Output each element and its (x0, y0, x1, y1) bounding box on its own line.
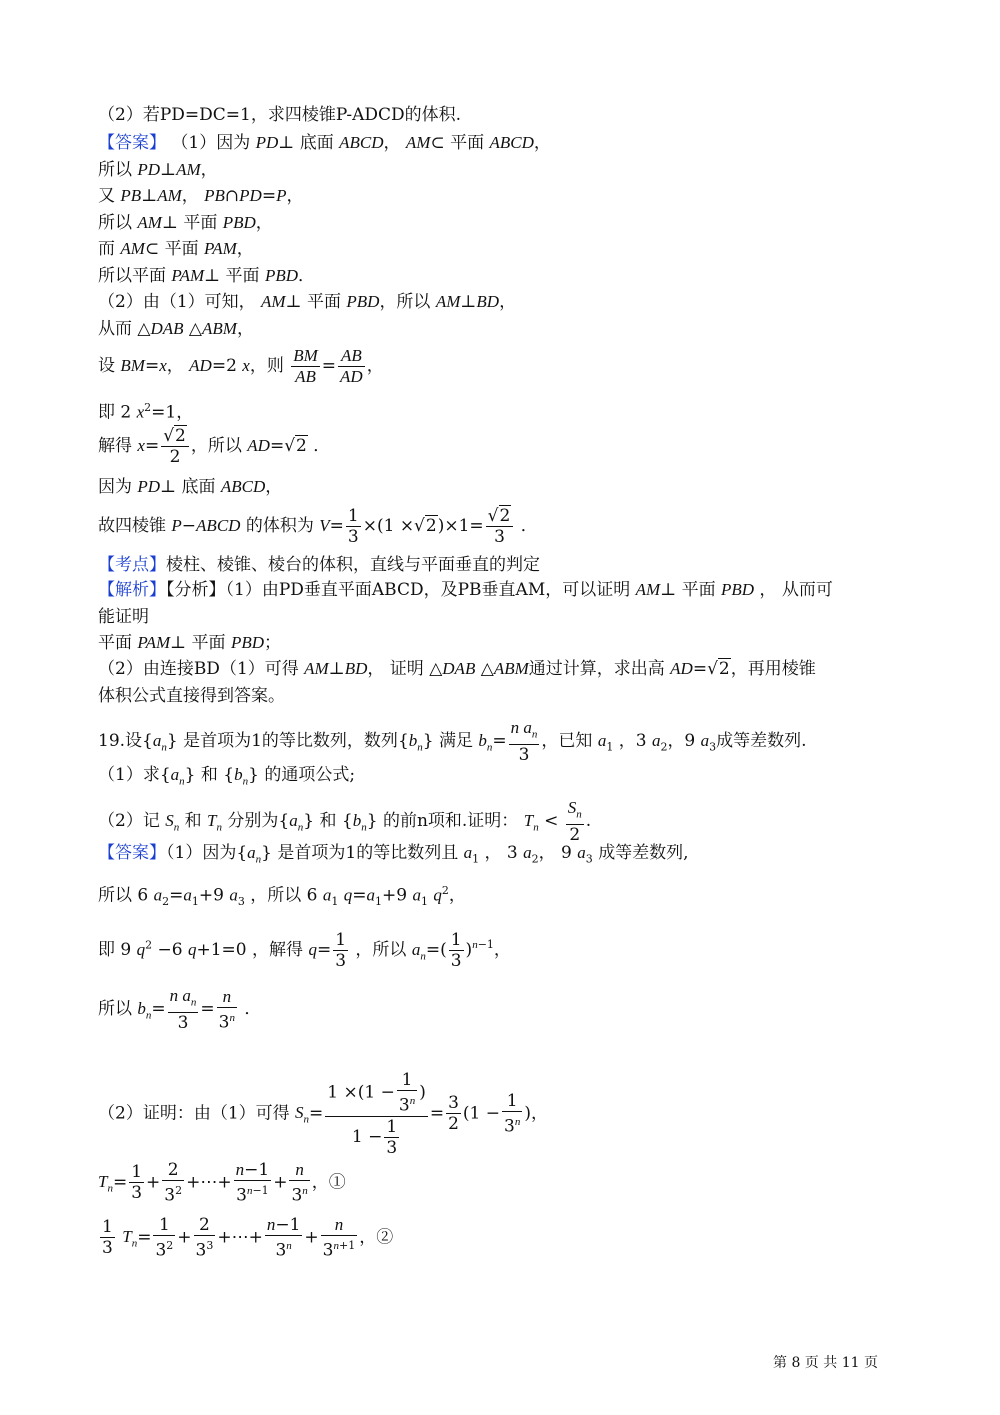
answer-line-7: （2）由（1）可知， AM⊥ 平面 PBD，所以 AM⊥BD， (98, 292, 517, 312)
answer-line-10: 即 2 $x^2=1$， (98, 401, 194, 423)
jiexi-line-5: 体积公式直接得到答案。 (98, 686, 285, 706)
ans19-line-1: 【答案】（1）因为$\{a_n\}$ 是首项为1的等比数列且 $a_1$ ， 3 $a_2$， 9 $a_3$ 成等差数列, (98, 843, 689, 866)
answer-tag: 【答案】 (98, 133, 166, 153)
answer-line-1: 【答案】 （1）因为 PD⊥ 底面 ABCD， AM⊂ 平面 ABCD， (98, 133, 551, 153)
jiexi-line-3: 平面 PAM⊥ 平面 PBD； (98, 633, 281, 653)
answer-line-5: 而 AM⊂ 平面 PAM， (98, 239, 254, 259)
ans19-line-2: 所以 6 $a_2=a_1+9$ $a_3$ ，所以 6 $a_1$ $q=a_1+9$ $a_1$ $q^2$， (98, 884, 466, 909)
q19-part1: （1）求$\{a_n\}$ 和 $\{b_n\}$ 的通项公式; (98, 765, 356, 788)
answer-line-6: 所以平面 PAM⊥ 平面 PBD． (98, 266, 315, 286)
answer-line-2: 所以 PD⊥AM， (98, 160, 218, 180)
question-part2-line: （2）若PD=DC=1，求四棱锥P-ADCD的体积. (98, 105, 462, 125)
jiexi-line-2: 能证明 (98, 607, 149, 627)
answer-line-9: 设 BM=x， AD=2 x，则 $\frac{BM}{AB}$ = $\frac{AB}{AD}$ ， (98, 346, 384, 386)
ans19-line-6: $T_n=$ $\frac{1}{3}$ + $\frac{2}{3^2}$ +⋯+ $\frac{n-1}{3^{n-1}}$ + $\frac{n}{3^n}$ ，① (98, 1160, 346, 1206)
answer-line-3: 又 PB⊥AM， PB∩PD=P， (98, 186, 304, 206)
answer-line-4: 所以 AM⊥ 平面 PBD， (98, 213, 273, 233)
jiexi-line-4: （2）由连接BD（1）可得 AM⊥BD， 证明 △DAB △ABM通过计算，求出高 AD=√2，再用棱锥 (98, 659, 816, 679)
q19-part2: （2）记 $S_n$ 和 $T_n$ 分别为$\{a_n\}$ 和 $\{b_n\}$ 的前n项和.证明： $T_n$ < $\frac{S_n}{2}$ . (98, 798, 592, 846)
ans19-line-4: 所以 $b_n=$ $\frac{n a_n}{3}$ = $\frac{n}{3^n}$ ． (98, 986, 262, 1034)
answer-line-8: 从而 △DAB △ABM， (98, 319, 254, 339)
jiexi-line: 【解析】【分析】（1）由PD垂直平面ABCD，及PB垂直AM，可以证明 AM⊥ 平面 PBD ， 从而可 (98, 580, 833, 600)
page-footer: 第 8 页 共 11 页 (773, 1355, 878, 1371)
answer-line-12: 因为 PD⊥ 底面 ABCD， (98, 477, 283, 497)
ans19-line-7: $\frac{1}{3}$ $T_n=$ $\frac{1}{3^2}$ + $\frac{2}{3^3}$ +⋯+ $\frac{n-1}{3^n}$ + $\frac{n}{3^{n+1}}$ ，② (102, 1215, 394, 1261)
ans19-line-3: 即 9 $q^2 -6$ q+1=0 ，解得 q= $\frac{1}{3}$ ，所以 $a_n=$( $\frac{1}{3}$ )$^{n-1}$， (98, 930, 511, 971)
answer-line-11: 解得 x= $\frac{√2}{2}$ ，所以 AD=√2 ． (98, 426, 331, 467)
ans19-line-5: （2）证明：由（1）可得 $S_n=$ 1 ×(1 − $\frac{1}{3^n}$ ) 1 − $\frac{1}{3}$ = $\frac{3}{2}$ (1 − $\frac{1}{3^n}$ )， (98, 1070, 548, 1158)
answer-line-13: 故四棱锥 P−ABCD 的体积为 V= $\frac{1}{3}$ ×(1 ×√2)×1= $\frac{√2}{3}$ ． (98, 506, 538, 547)
q19-line: 19.设$\{a_n\}$ 是首项为1的等比数列，数列$\{b_n\}$ 满足 $b_n=$ $\frac{n a_n}{3}$ ，已知 $a_1$ ，3 $a_2$，9 $a_3$成等差数列. (98, 718, 807, 766)
kaodian-line: 【考点】棱柱、棱锥、棱台的体积，直线与平面垂直的判定 (98, 555, 540, 575)
